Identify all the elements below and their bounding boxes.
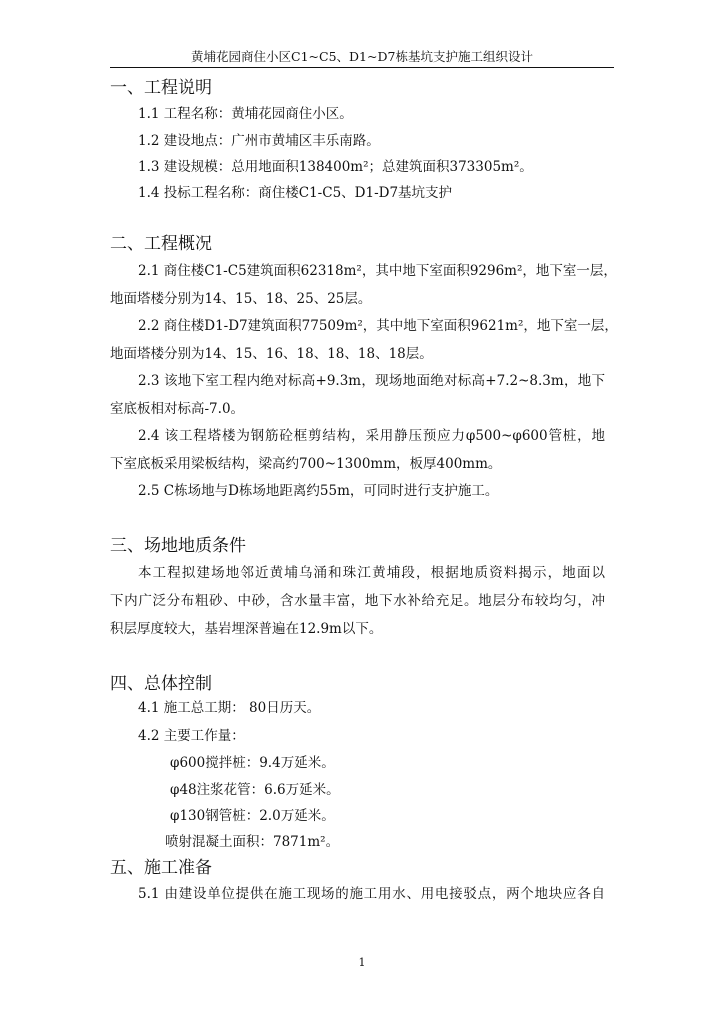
s2-para-2-line-2: 地面塔楼分别为14、15、16、18、18、18、18层。 bbox=[110, 346, 433, 362]
s1-item-2: 1.2 建设地点：广州市黄埔区丰乐南路。 bbox=[138, 133, 380, 149]
s2-para-4-line-2: 下室底板采用梁板结构，梁高约700~1300mm，板厚400mm。 bbox=[110, 456, 502, 472]
s2-para-1-line-2: 地面塔楼分别为14、15、18、25、25层。 bbox=[110, 291, 372, 307]
s2-para-3-line-1: 2.3 该地下室工程内绝对标高+9.3m，现场地面绝对标高+7.2~8.3m，地下 bbox=[138, 373, 605, 389]
s1-item-4: 1.4 投标工程名称：商住楼C1-C5、D1-D7基坑支护 bbox=[138, 185, 453, 201]
section-4-title: 四、总体控制 bbox=[110, 674, 212, 694]
running-header: 黄埔花园商住小区C1~C5、D1~D7栋基坑支护施工组织设计 bbox=[191, 49, 533, 64]
s3-line-1: 本工程拟建场地邻近黄埔乌涌和珠江黄埔段，根据地质资料揭示，地面以 bbox=[138, 565, 605, 581]
s3-line-3: 积层厚度较大，基岩埋深普遍在12.9m以下。 bbox=[110, 621, 383, 637]
s2-para-4-line-1: 2.4 该工程塔楼为钢筋砼框剪结构，采用静压预应力φ500~φ600管桩，地 bbox=[138, 428, 605, 444]
workload-item: φ48注浆花管：6.6万延米。 bbox=[170, 782, 340, 798]
s2-para-5: 2.5 C栋场地与D栋场地距离约55m，可同时进行支护施工。 bbox=[138, 483, 499, 499]
workload-item: 喷射混凝土面积：7871m²。 bbox=[165, 834, 340, 850]
s4-item-2: 4.2 主要工作量： bbox=[138, 728, 245, 744]
s3-line-2: 下内广泛分布粗砂、中砂，含水量丰富，地下水补给充足。地层分布较均匀，冲 bbox=[110, 593, 605, 609]
page-number: 1 bbox=[358, 956, 366, 969]
s4-item-1: 4.1 施工总工期： 80日历天。 bbox=[138, 700, 321, 716]
section-3-title: 三、场地地质条件 bbox=[110, 536, 246, 556]
s1-item-3: 1.3 建设规模：总用地面积138400m²；总建筑面积373305m²。 bbox=[138, 159, 533, 175]
header-rule bbox=[110, 67, 614, 68]
s1-item-1: 1.1 工程名称：黄埔花园商住小区。 bbox=[138, 106, 353, 122]
section-1-title: 一、工程说明 bbox=[110, 78, 212, 98]
s2-para-3-line-2: 室底板相对标高-7.0。 bbox=[110, 401, 245, 417]
section-2-title: 二、工程概况 bbox=[110, 234, 212, 254]
s2-para-1-line-1: 2.1 商住楼C1-C5建筑面积62318m²，其中地下室面积9296m²，地下室一层， bbox=[138, 263, 617, 279]
workload-item: φ600搅拌桩：9.4万延米。 bbox=[170, 755, 335, 771]
s5-line-1: 5.1 由建设单位提供在施工现场的施工用水、用电接驳点，两个地块应各自 bbox=[138, 886, 605, 902]
section-5-title: 五、施工准备 bbox=[110, 858, 212, 878]
workload-item: φ130钢管桩：2.0万延米。 bbox=[170, 808, 335, 824]
s2-para-2-line-1: 2.2 商住楼D1-D7建筑面积77509m²，其中地下室面积9621m²，地下室一层， bbox=[138, 318, 618, 334]
